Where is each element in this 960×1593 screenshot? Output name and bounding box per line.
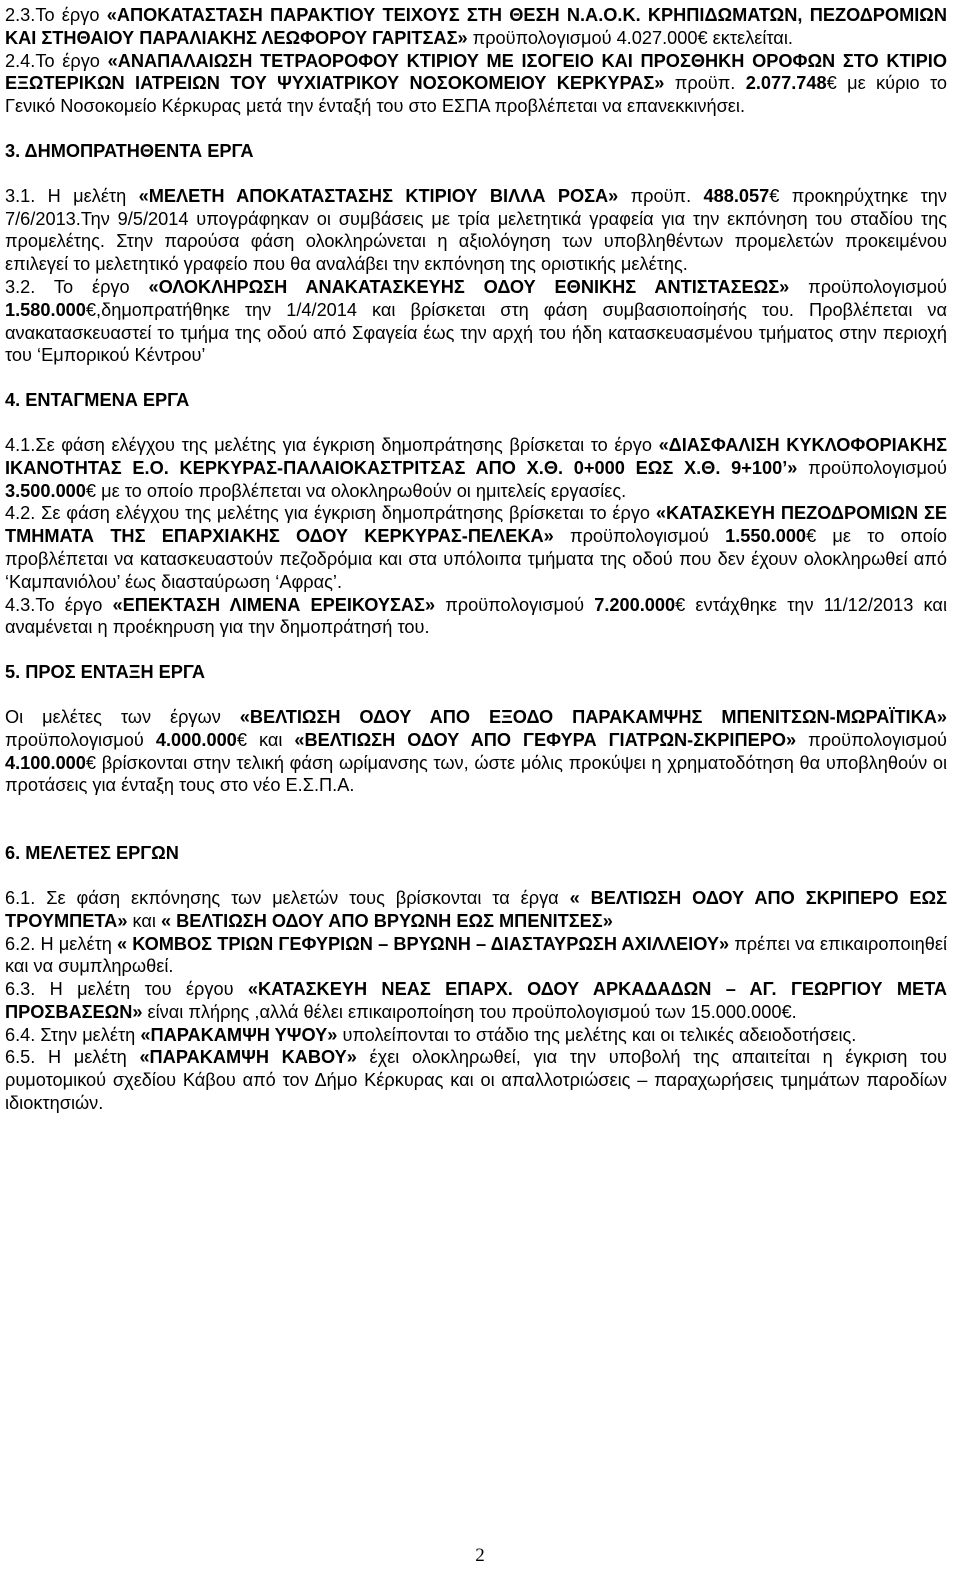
budget-amount: 1.580.000 — [5, 299, 86, 320]
text-run: προϋπολογισμού — [5, 729, 156, 750]
paragraph-6-4 — [5, 1024, 947, 1047]
text-run: € προκηρύχτηκε την 7/6/2013.Την 9/5/2014 υπογράφηκαν οι συμβάσεις με τρία μελετητικά γραφεία για την εκπόνηση του σταδίου της προμελέτης. Στην παρούσα φάση ολοκληρώνεται η αξιολόγηση των υποβληθέντων προμελετών προκειμένου επιλεγεί το μελετητικό γραφείο που θα αναλάβει την εκπόνηση της οριστικής μελέτης. — [5, 185, 947, 275]
text-run: προϋπ. — [664, 73, 746, 94]
budget-amount: 4.000.000 — [155, 729, 237, 750]
budget-amount: 7.200.000 — [594, 594, 676, 615]
text-run: προϋπολογισμού — [553, 526, 726, 547]
paragraph-6-3 — [5, 978, 947, 1024]
text-run: είναι πλήρης ,αλλά θέλει επικαιροποίηση του προϋπολογισμού των 15.000.000€. — [142, 1001, 797, 1022]
paragraph-4-1 — [5, 434, 947, 502]
text-run: προϋπολογισμού 4.027.000€ εκτελείται. — [467, 27, 793, 48]
project-title: «ΚΑΤΑΣΚΕΥΗ ΠΕΖΟΔΡΟΜΙΩΝ ΣΕ ΤΜΗΜΑΤΑ ΤΗΣ ΕΠΑΡΧΙΑΚΗΣ ΟΔΟΥ ΚΕΡΚΥΡΑΣ-ΠΕΛΕΚΑ» — [5, 503, 947, 547]
text-run: προϋπ. — [618, 185, 704, 206]
project-title: « ΒΕΛΤΙΩΣΗ ΟΔΟΥ ΑΠΟ ΣΚΡΙΠΕΡΟ ΕΩΣ ΤΡΟΥΜΠΕΤΑ» — [5, 887, 947, 931]
text-run: πρέπει να επικαιροποιηθεί και να συμπληρωθεί. — [5, 933, 948, 977]
text-run: 6.2. Η μελέτη — [5, 933, 118, 954]
text-run: € βρίσκονται στην τελική φάση ωρίμανσης των, ώστε μόλις προκύψει η χρηματοδότηση θα υποβληθούν οι προτάσεις για ένταξη τους στο νέο Ε.Σ.Π.Α. — [5, 752, 947, 796]
paragraph-2-3 — [5, 4, 947, 50]
project-title: «ΔΙΑΣΦΑΛΙΣΗ ΚΥΚΛΟΦΟΡΙΑΚΗΣ ΙΚΑΝΟΤΗΤΑΣ Ε.Ο. ΚΕΡΚΥΡΑΣ-ΠΑΛΑΙΟΚΑΣΤΡΙΤΣΑΣ ΑΠΟ Χ.Θ. 0+000 ΕΩΣ Χ.Θ. 9+100’» — [5, 434, 947, 478]
text-run: 6.5. Η μελέτη — [5, 1047, 140, 1068]
paragraph-4-3 — [5, 594, 947, 640]
section-heading-4: 4. ΕΝΤΑΓΜΕΝΑ ΕΡΓΑ — [5, 390, 190, 411]
text-run: 6.4. Στην μελέτη — [5, 1024, 141, 1045]
text-run: 3.2. Το έργο — [5, 276, 149, 297]
project-title: « ΚΟΜΒΟΣ ΤΡΙΩΝ ΓΕΦΥΡΙΩΝ – ΒΡΥΩΝΗ – ΔΙΑΣΤΑΥΡΩΣΗ ΑΧΙΛΛΕΙΟΥ» — [117, 933, 730, 954]
paragraph-4-2 — [5, 502, 947, 593]
text-run: 2.3.Το έργο — [5, 5, 107, 25]
text-run: 4.1.Σε φάση ελέγχου της μελέτης για έγκριση δημοπράτησης βρίσκεται το έργο — [5, 434, 659, 455]
budget-amount: 3.500.000 — [5, 480, 86, 501]
text-run: € με το οποίο προβλέπεται να ολοκληρωθούν οι ημιτελείς εργασίες. — [85, 480, 627, 501]
text-run: 2.4.Το έργο — [5, 50, 108, 71]
text-run: 6.1. Σε φάση εκπόνησης των μελετών τους βρίσκονται τα έργα — [5, 887, 570, 908]
text-run: προϋπολογισμού — [789, 276, 947, 297]
project-title: «ΟΛΟΚΛΗΡΩΣΗ ΑΝΑΚΑΤΑΣΚΕΥΗΣ ΟΔΟΥ ΕΘΝΙΚΗΣ ΑΝΤΙΣΤΑΣΕΩΣ» — [148, 276, 790, 297]
project-title: «ΑΝΑΠΑΛΑΙΩΣΗ ΤΕΤΡΑΟΡΟΦΟΥ ΚΤΙΡΙΟΥ ΜΕ ΙΣΟΓΕΙΟ ΚΑΙ ΠΡΟΣΘΗΚΗ ΟΡΟΦΩΝ ΣΤΟ ΚΤΙΡΙΟ ΕΞΩΤΕΡΙΚΩΝ ΙΑΤΡΕΙΩΝ ΤΟΥ ΨΥΧΙΑΤΡΙΚΟΥ ΝΟΣΟΚΟΜΕΙΟΥ ΚΕΡΚΥΡΑΣ» — [5, 50, 947, 94]
paragraph-6-1 — [5, 887, 947, 933]
text-run: και — [127, 910, 161, 931]
project-title: «ΒΕΛΤΙΩΣΗ ΟΔΟΥ ΑΠΟ ΓΕΦΥΡΑ ΓΙΑΤΡΩΝ-ΣΚΡΙΠΕΡΟ» — [294, 729, 797, 750]
section-heading-5: 5. ΠΡΟΣ ΕΝΤΑΞΗ ΕΡΓΑ — [5, 662, 205, 683]
project-title: «ΒΕΛΤΙΩΣΗ ΟΔΟΥ ΑΠΟ ΕΞΟΔΟ ΠΑΡΑΚΑΜΨΗΣ ΜΠΕΝΙΤΣΩΝ-ΜΩΡΑΪΤΙΚΑ» — [239, 706, 947, 727]
project-title: «ΜΕΛΕΤΗ ΑΠΟΚΑΤΑΣΤΑΣΗΣ ΚΤΙΡΙΟΥ ΒΙΛΛΑ ΡΟΣΑ» — [138, 185, 619, 206]
text-run: προϋπολογισμού — [796, 729, 948, 750]
text-run: 4.3.Το έργο — [5, 594, 113, 615]
text-run: προϋπολογισμού — [797, 457, 947, 478]
text-run: 3.1. Η μελέτη — [5, 185, 139, 206]
text-run: Οι μελέτες των έργων — [5, 706, 240, 727]
section-heading-6: 6. ΜΕΛΕΤΕΣ ΕΡΓΩΝ — [5, 843, 179, 864]
text-run: € και — [236, 729, 295, 750]
text-run: υπολείπονται το στάδιο της μελέτης και οι τελικές αδειοδοτήσεις. — [337, 1024, 857, 1045]
page-number: 2 — [475, 1545, 485, 1566]
text-run: € εντάχθηκε την 11/12/2013 και αναμένεται η προέκηρυση για την δημοπράτησή του. — [5, 594, 947, 638]
text-run: € με κύριο το Γενικό Νοσοκομείο Κέρκυρας μετά την ένταξή του στο ΕΣΠΑ προβλέπεται να επανεκκινήσει. — [5, 73, 947, 117]
project-title: « ΒΕΛΤΙΩΣΗ ΟΔΟΥ ΑΠΟ ΒΡΥΩΝΗ ΕΩΣ ΜΠΕΝΙΤΣΕΣ» — [160, 910, 613, 931]
project-title: «ΠΑΡΑΚΑΜΨΗ ΚΑΒΟΥ» — [139, 1047, 357, 1068]
paragraph-6-2 — [5, 933, 947, 979]
paragraph-3-1 — [5, 185, 947, 276]
project-title: «ΑΠΟΚΑΤΑΣΤΑΣΗ ΠΑΡΑΚΤΙΟΥ ΤΕΙΧΟΥΣ ΣΤΗ ΘΕΣΗ Ν.Α.Ο.Κ. ΚΡΗΠΙΔΩΜΑΤΩΝ, ΠΕΖΟΔΡΟΜΙΩΝ ΚΑΙ ΣΤΗΘΑΙΟΥ ΠΑΡΑΛΙΑΚΗΣ ΛΕΩΦΟΡΟΥ ΓΑΡΙΤΣΑΣ» — [5, 5, 947, 48]
paragraph-3-2 — [5, 276, 947, 367]
project-title: «ΠΑΡΑΚΑΜΨΗ ΥΨΟΥ» — [140, 1024, 338, 1045]
paragraph-5 — [5, 706, 947, 797]
text-run: προϋπολογισμού — [435, 594, 595, 615]
text-run: € με το οποίο προβλέπεται να κατασκευαστούν πεζοδρόμια και στα υπόλοιπα τμήματα της οδού που δεν έχουν ολοκληρωθεί από ‘Καμπανιόλου’ έως διασταύρωση ‘Αφρας’. — [5, 526, 947, 592]
text-run: έχει ολοκληρωθεί, για την υποβολή της απαιτείται η έγκριση του ρυμοτομικού σχεδίου Κάβου από τον Δήμο Κέρκυρας και οι απαλλοτριώσεις – παραχωρήσεις τμημάτων παροδίων ιδιοκτησιών. — [5, 1047, 948, 1114]
budget-amount: 1.550.000 — [725, 526, 807, 547]
paragraph-2-4 — [5, 50, 947, 118]
budget-amount: 488.057 — [703, 185, 770, 206]
budget-amount: 4.100.000 — [5, 752, 86, 773]
project-title: «ΕΠΕΚΤΑΣΗ ΛΙΜΕΝΑ ΕΡΕΙΚΟΥΣΑΣ» — [112, 594, 436, 615]
text-run: €,δημοπρατήθηκε την 1/4/2014 και βρίσκεται στη φάση συμβασιοποίησής του. Προβλέπεται να ανακατασκευαστεί το τμήμα της οδού από Σφαγεία έως την αρχή του ήδη κατασκευασμένου τμήματος στην περιοχή του ‘Εμπορικού Κέντρου’ — [5, 299, 947, 366]
section-heading-3: 3. ΔΗΜΟΠΡΑΤΗΘΕΝΤΑ ΕΡΓΑ — [5, 140, 254, 161]
paragraph-6-5 — [5, 1046, 947, 1114]
project-title: «ΚΑΤΑΣΚΕΥΗ ΝΕΑΣ ΕΠΑΡΧ. ΟΔΟΥ ΑΡΚΑΔΑΔΩΝ – ΑΓ. ΓΕΩΡΓΙΟΥ ΜΕΤΑ ΠΡΟΣΒΑΣΕΩΝ» — [5, 979, 947, 1022]
text-run: 4.2. Σε φάση ελέγχου της μελέτης για έγκριση δημοπράτησης βρίσκεται το έργο — [5, 503, 656, 524]
text-run: 6.3. Η μελέτη του έργου — [5, 979, 248, 1000]
budget-amount: 2.077.748 — [745, 73, 827, 94]
